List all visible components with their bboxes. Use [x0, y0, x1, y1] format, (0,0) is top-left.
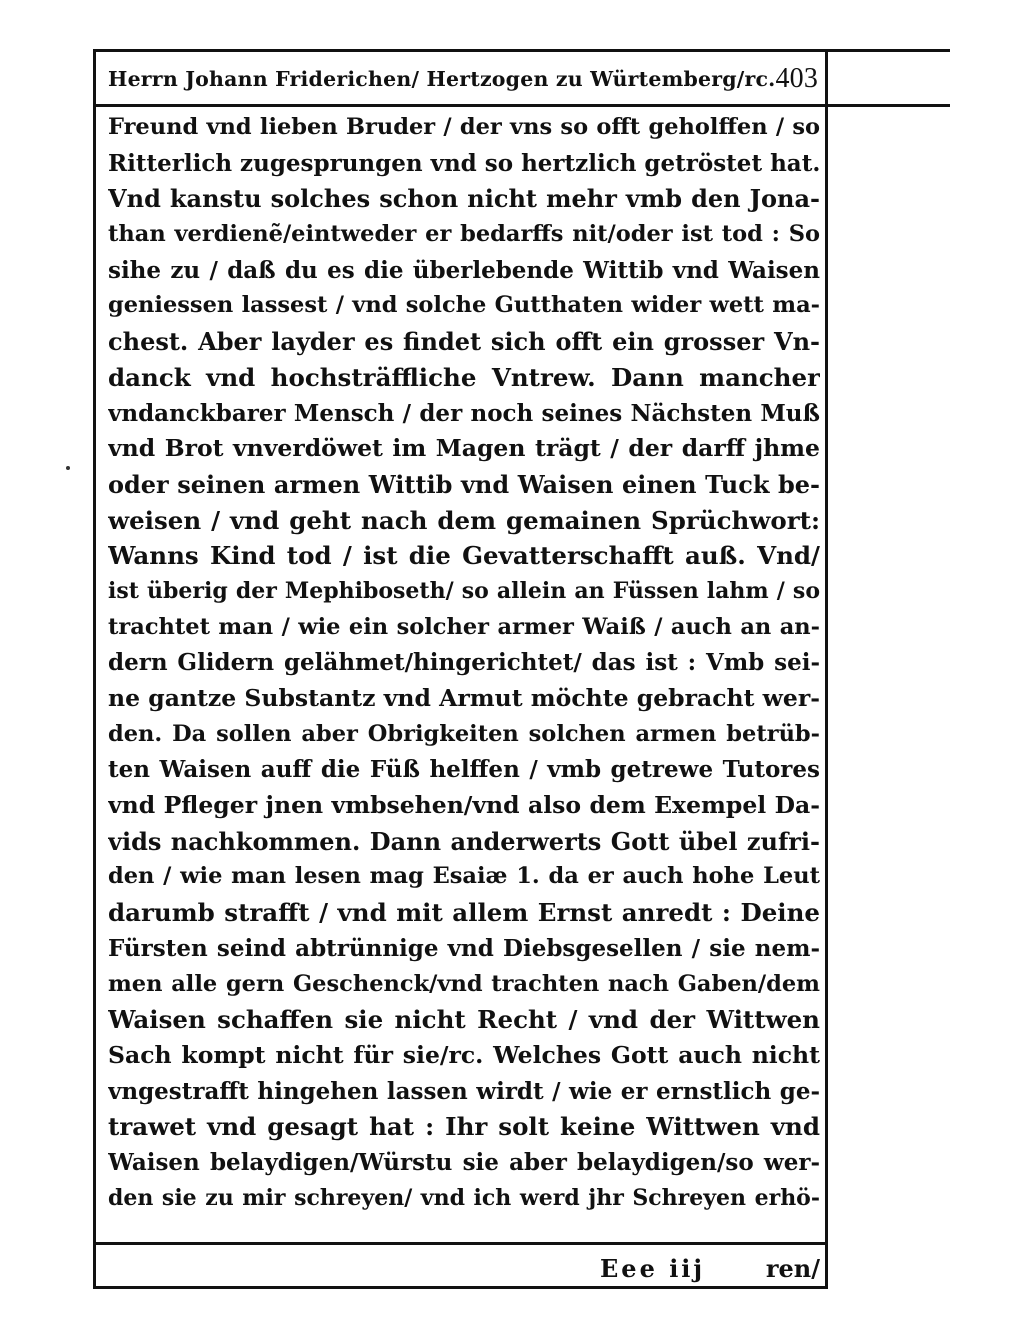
text-line: vndanckbarer Mensch / der noch seines Nächsten Muß — [108, 399, 820, 427]
text-line: trawet vnd gesagt hat : Ihr solt keine Wittwen vnd — [108, 1112, 820, 1142]
text-line: Freund vnd lieben Bruder / der vns so offt geholffen / so — [108, 114, 820, 140]
text-line: danck vnd hochsträffliche Vntrew. Dann mancher — [108, 362, 820, 392]
text-line: den. Da sollen aber Obrigkeiten solchen armen betrüb- — [108, 720, 820, 747]
text-line: chest. Aber layder es findet sich offt ein grosser Vn- — [108, 327, 820, 357]
text-line: than verdienẽ/eintweder er bedarffs nit/oder ist tod : So — [108, 221, 820, 248]
text-line: trachtet man / wie ein solcher armer Waiß / auch an an- — [108, 613, 820, 640]
ink-speck — [66, 466, 70, 470]
header-rule — [96, 104, 825, 107]
text-line: Ritterlich zugesprungen vnd so hertzlich getröstet hat. — [108, 149, 820, 177]
running-head-title: Herrn Johann Friderichen/ Hertzogen zu Würtemberg/rc. — [108, 67, 776, 91]
body-text — [108, 110, 820, 1216]
text-line: vnd Pfleger jnen vmbsehen/vnd also dem Exempel Da- — [108, 791, 820, 820]
text-line: dern Glidern gelähmet/hingerichtet/ das ist : Vmb sei- — [108, 649, 820, 677]
text-line: vngestrafft hingehen lassen wirdt / wie er ernstlich ge- — [108, 1077, 820, 1105]
frame-top-rule-extension — [826, 49, 950, 52]
signature-mark: Eee iij — [600, 1253, 706, 1283]
text-line: Waisen belaydigen/Würstu sie aber belaydigen/so wer- — [108, 1148, 820, 1176]
text-line: ne gantze Substantz vnd Armut möchte gebracht wer- — [108, 684, 820, 712]
running-head — [108, 62, 818, 96]
text-line: sihe zu / daß du es die überlebende Wittib vnd Waisen — [108, 256, 820, 284]
text-line: den sie zu mir schreyen/ vnd ich werd jhr Schreyen erhö- — [108, 1184, 820, 1211]
text-line: men alle gern Geschenck/vnd trachten nach Gaben/dem — [108, 970, 820, 997]
text-line: vids nachkommen. Dann anderwerts Gott übel zufri- — [108, 826, 820, 856]
text-line: Waisen schaffen sie nicht Recht / vnd der Wittwen — [108, 1005, 820, 1035]
text-line: weisen / vnd geht nach dem gemainen Sprüchwort: — [108, 505, 820, 535]
margin-rule — [826, 104, 950, 107]
page-number: 403 — [775, 63, 819, 94]
text-line: ten Waisen auff die Füß helffen / vmb getrewe Tutores — [108, 756, 820, 784]
text-line: Fürsten seind abtrünnige vnd Diebsgesellen / sie nem- — [108, 934, 820, 962]
text-line: Sach kompt nicht für sie/rc. Welches Gott auch nicht — [108, 1040, 820, 1069]
text-line: darumb strafft / vnd mit allem Ernst anredt : Deine — [108, 898, 820, 928]
text-line: Wanns Kind tod / ist die Gevatterschafft auß. Vnd/ — [108, 541, 820, 571]
footer-rule — [96, 1242, 825, 1245]
text-line: ist überig der Mephiboseth/ so allein an Füssen lahm / so — [108, 577, 820, 604]
text-line: geniessen lassest / vnd solche Gutthaten wider wett ma- — [108, 292, 820, 319]
catchword: ren/ — [765, 1253, 820, 1283]
signature-line — [600, 1252, 820, 1284]
text-line: oder seinen armen Wittib vnd Waisen einen Tuck be- — [108, 469, 820, 499]
text-line: vnd Brot vnverdöwet im Magen trägt / der darff jhme — [108, 434, 820, 463]
text-line: Vnd kanstu solches schon nicht mehr vmb den Jona- — [108, 184, 820, 214]
text-line: den / wie man lesen mag Esaiæ 1. da er auch hohe Leut — [108, 863, 820, 890]
